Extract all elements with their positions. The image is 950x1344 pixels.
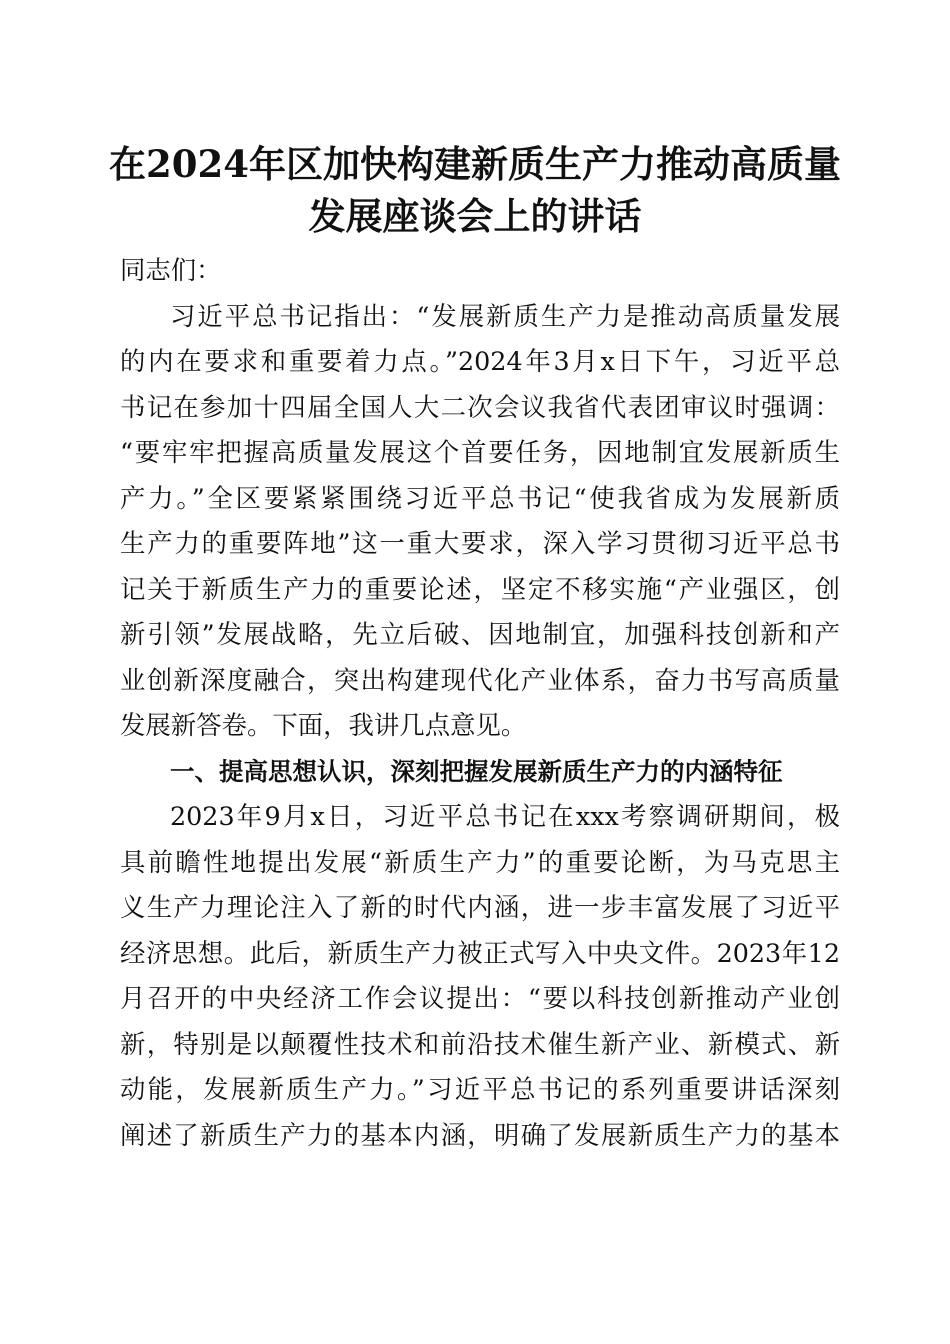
document-body (120, 248, 840, 1158)
paragraph-2-line: 义生产力理论注入了新的时代内涵，进一步丰富发展了习近平 (120, 892, 840, 922)
salutation: 同志们： (120, 255, 222, 285)
paragraph-2-line: 阐述了新质生产力的基本内涵，明确了发展新质生产力的基本 (120, 1119, 840, 1150)
paragraph-1-line: 记关于新质生产力的重要论述，坚定不移实施“产业强区，创 (120, 573, 840, 604)
paragraph-1-line: 产力。”全区要紧紧围绕习近平总书记“使我省成为发展新质 (120, 482, 840, 513)
paragraph-1-line: 业创新深度融合，突出构建现代化产业体系，奋力书写高质量 (120, 664, 840, 695)
title-line-2: 发展座谈会上的讲话 (308, 194, 642, 238)
paragraph-2-line: 新，特别是以颠覆性技术和前沿技术催生新产业、新模式、新 (120, 1028, 840, 1059)
document-title (100, 138, 850, 242)
section-1-heading: 一、提高思想认识，深刻把握发展新质生产力的内涵特征 (170, 756, 783, 786)
paragraph-1-line: 生产力的重要阵地”这一重大要求，深入学习贯彻习近平总书 (120, 528, 840, 558)
paragraph-1-line: 习近平总书记指出：“发展新质生产力是推动高质量发展 (170, 300, 840, 331)
paragraph-1-line: “要牢牢把握高质量发展这个首要任务，因地制宜发展新质生 (120, 437, 840, 467)
paragraph-1-line: 发展新答卷。下面，我讲几点意见。 (120, 710, 527, 740)
paragraph-2-line: 动能，发展新质生产力。”习近平总书记的系列重要讲话深刻 (120, 1074, 840, 1104)
paragraph-1-line: 书记在参加十四届全国人大二次会议我省代表团审议时强调： (120, 391, 840, 422)
paragraph-1-line: 新引领”发展战略，先立后破、因地制宜，加强科技创新和产 (120, 619, 840, 649)
paragraph-1-line: 的内在要求和重要着力点。”2024年3月x日下午，习近平总 (120, 346, 840, 376)
title-line-1: 在2024年区加快构建新质生产力推动高质量 (109, 142, 841, 186)
paragraph-2-line: 具前瞻性地提出发展“新质生产力”的重要论断，为马克思主 (120, 846, 840, 877)
paragraph-2-line: 经济思想。此后，新质生产力被正式写入中央文件。2023年12 (120, 937, 840, 968)
paragraph-2-line: 2023年9月x日，习近平总书记在xxx考察调研期间，极 (170, 801, 840, 831)
paragraph-2-line: 月召开的中央经济工作会议提出：“要以科技创新推动产业创 (120, 983, 840, 1013)
